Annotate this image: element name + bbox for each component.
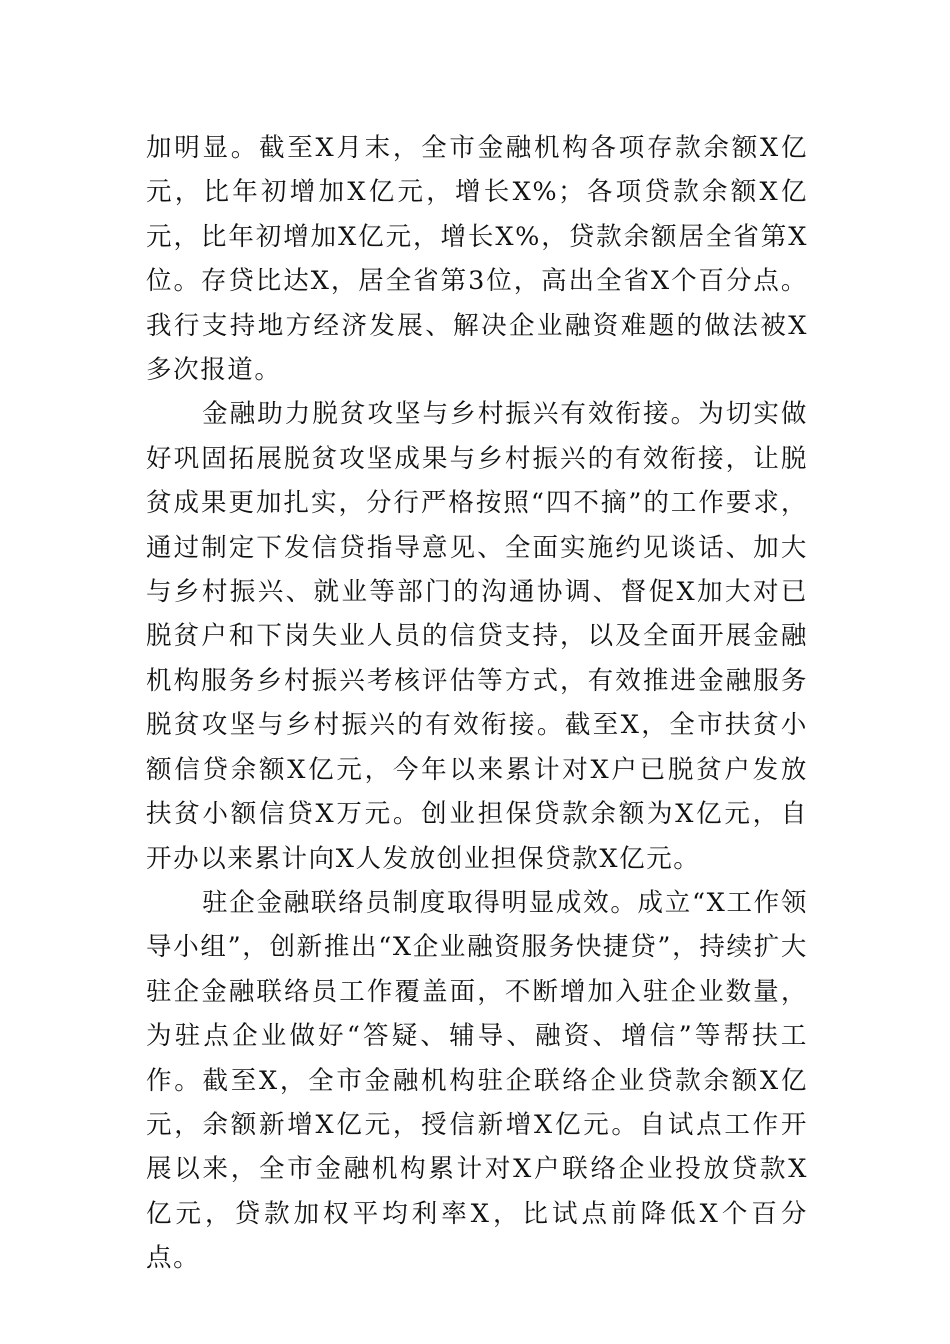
paragraph-enterprise-liaison: 驻企金融联络员制度取得明显成效。成立“X工作领导小组”，创新推出“X企业融资服务快捷贷”，持续扩大驻企金融联络员工作覆盖面，不断增加入驻企业数量，为驻点企业做好“答疑、辅导、融资、增信”等帮扶工作。截至X，全市金融机构驻企联络企业贷款余额X亿元，余额新增X亿元，授信新增X亿元。自试点工作开展以来，全市金融机构累计对X户联络企业投放贷款X亿元，贷款加权平均利率X，比试点前降低X个百分点。 bbox=[146, 887, 808, 1274]
document-body bbox=[146, 126, 808, 1281]
paragraph-poverty-alleviation: 金融助力脱贫攻坚与乡村振兴有效衔接。为切实做好巩固拓展脱贫攻坚成果与乡村振兴的有效衔接，让脱贫成果更加扎实，分行严格按照“四不摘”的工作要求，通过制定下发信贷指导意见、全面实施约见谈话、加大与乡村振兴、就业等部门的沟通协调、督促X加大对已脱贫户和下岗失业人员的信贷支持，以及全面开展金融机构服务乡村振兴考核评估等方式，有效推进金融服务脱贫攻坚与乡村振兴的有效衔接。截至X，全市扶贫小额信贷余额X亿元，今年以来累计对X户已脱贫户发放扶贫小额信贷X万元。创业担保贷款余额为X亿元，自开办以来累计向X人发放创业担保贷款X亿元。 bbox=[146, 399, 808, 874]
paragraph-continuation: 加明显。截至X月末，全市金融机构各项存款余额X亿元，比年初增加X亿元，增长X%；各项贷款余额X亿元，比年初增加X亿元，增长X%，贷款余额居全省第X位。存贷比达X，居全省第3位，高出全省X个百分点。我行支持地方经济发展、解决企业融资难题的做法被X多次报道。 bbox=[146, 133, 808, 386]
